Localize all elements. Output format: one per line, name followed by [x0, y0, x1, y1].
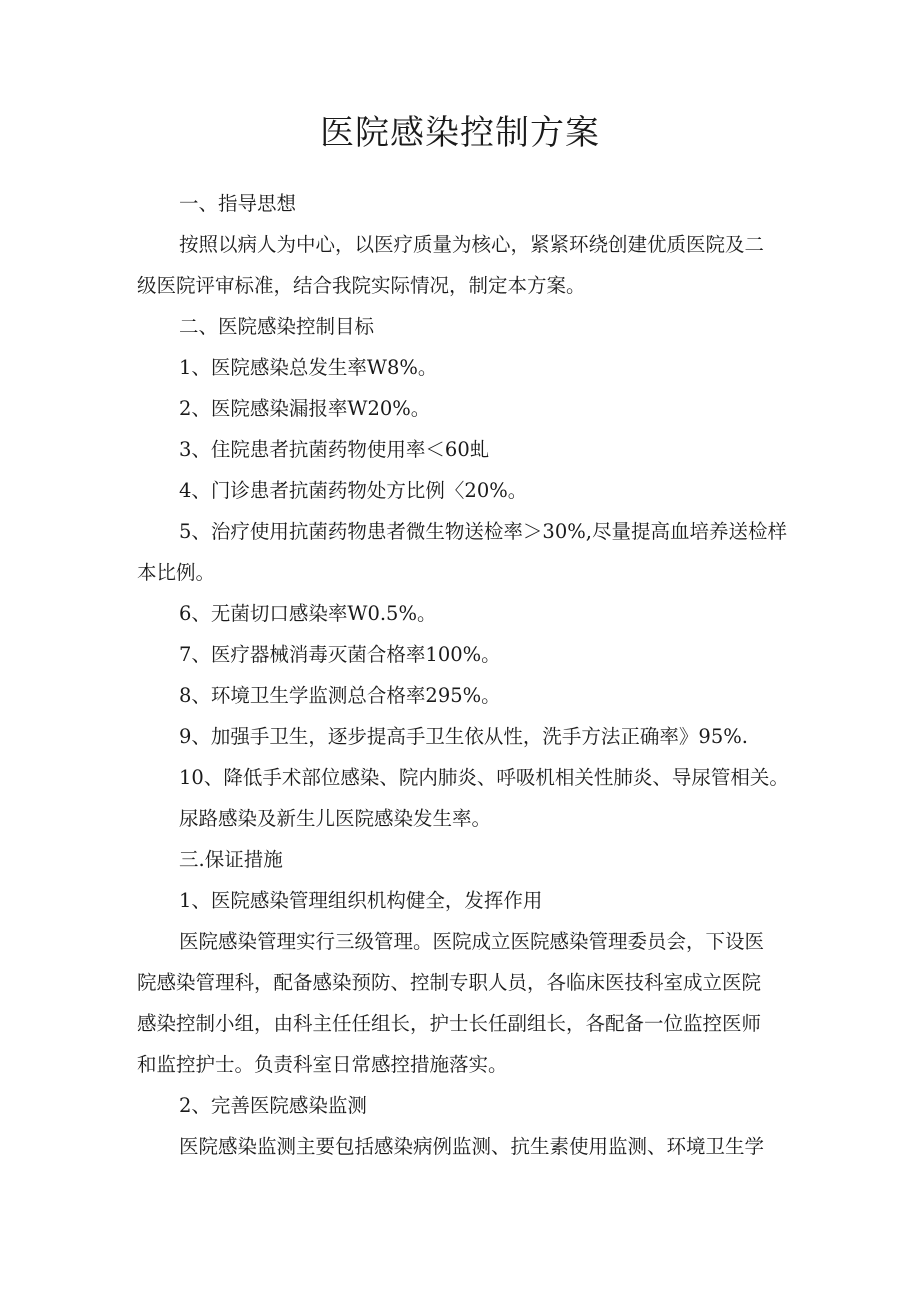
target-item: 1、医院感染总发生率W8%。	[179, 356, 438, 379]
target-item: 6、无菌切口感染率W0.5%。	[179, 602, 437, 625]
heading-guiding-ideology: 一、指导思想	[179, 192, 297, 215]
paragraph-line: 级医院评审标准，结合我院实际情况，制定本方案。	[137, 274, 586, 297]
subheading-monitoring: 2、完善医院感染监测	[179, 1094, 367, 1117]
document-title: 医院感染控制方案	[320, 113, 600, 153]
target-item-continuation: 尿路感染及新生儿医院感染发生率。	[179, 807, 492, 830]
paragraph-line: 按照以病人为中心，以医疗质量为核心，紧紧环绕创建优质医院及二	[179, 233, 765, 256]
subheading-organization: 1、医院感染管理组织机构健全，发挥作用	[179, 889, 543, 912]
target-item: 5、治疗使用抗菌药物患者微生物送检率＞30%,尽量提高血培养送检样	[179, 520, 787, 543]
target-item: 3、住院患者抗菌药物使用率＜60虬	[179, 438, 490, 461]
paragraph-line: 和监控护士。负责科室日常感控措施落实。	[137, 1053, 508, 1076]
heading-control-targets: 二、医院感染控制目标	[179, 315, 375, 338]
target-item: 8、环境卫生学监测总合格率295%。	[179, 684, 501, 707]
document-body	[137, 183, 802, 1167]
target-item: 2、医院感染漏报率W20%。	[179, 397, 431, 420]
heading-guarantee-measures: 三.保证措施	[179, 848, 283, 871]
paragraph-line: 医院感染监测主要包括感染病例监测、抗生素使用监测、环境卫生学	[179, 1135, 765, 1158]
paragraph-line: 感染控制小组，由科主任任组长，护士长任副组长，各配备一位监控医师	[137, 1012, 762, 1035]
paragraph-line: 院感染管理科，配备感染预防、控制专职人员，各临床医技科室成立医院	[137, 971, 762, 994]
target-item: 10、降低手术部位感染、院内肺炎、呼吸机相关性肺炎、导尿管相关。	[179, 766, 789, 789]
paragraph-line: 医院感染管理实行三级管理。医院成立医院感染管理委员会，下设医	[179, 930, 765, 953]
target-item: 4、门诊患者抗菌药物处方比例〈20%。	[179, 479, 528, 502]
target-item: 7、医疗器械消毒灭菌合格率100%。	[179, 643, 501, 666]
target-item: 9、加强手卫生，逐步提高手卫生依从性，洗手方法正确率》95%.	[179, 725, 748, 748]
target-item-continuation: 本比例。	[137, 561, 216, 584]
